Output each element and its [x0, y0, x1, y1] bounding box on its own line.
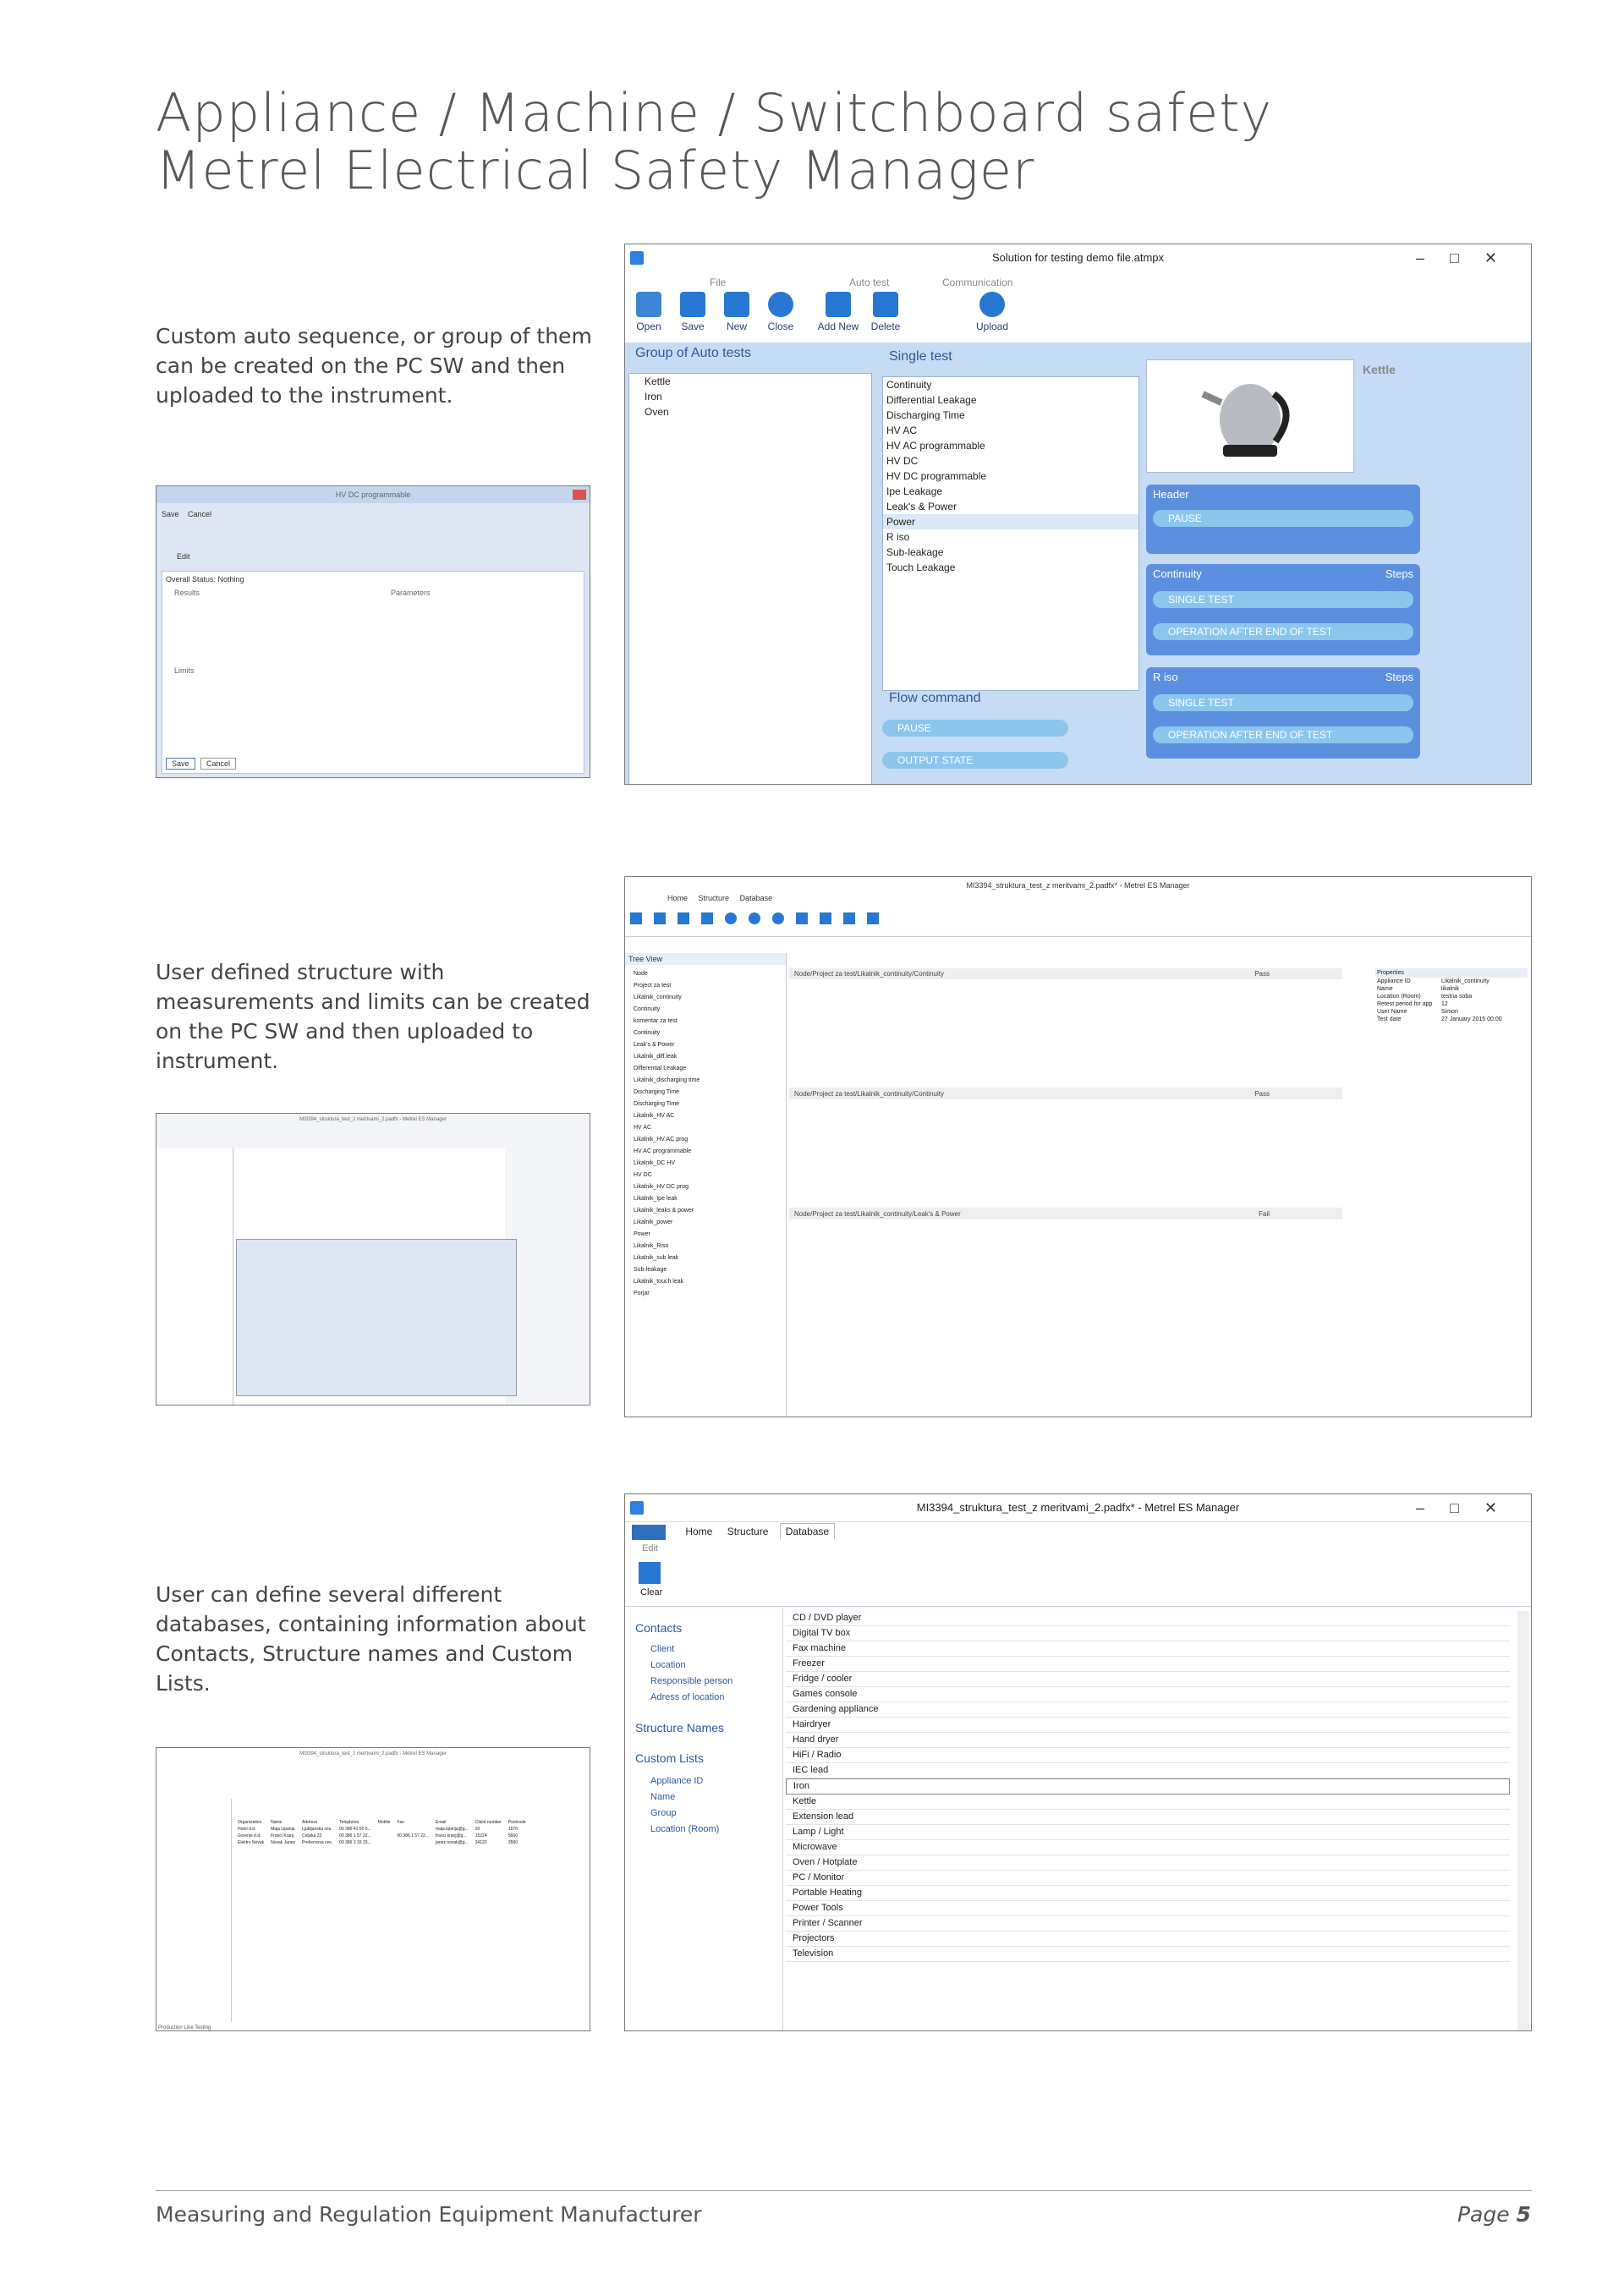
property-row[interactable]: Test date 27 January 2015 00:00: [1377, 1016, 1502, 1022]
list-item[interactable]: Television: [786, 1947, 1510, 1962]
nav-sub-item[interactable]: Adress of location: [650, 1692, 725, 1702]
flow-output-state[interactable]: OUTPUT STATE: [882, 752, 1068, 769]
database-nav: [625, 1608, 783, 2030]
card-operation-after[interactable]: OPERATION AFTER END OF TEST: [1153, 726, 1413, 743]
nav-custom-lists[interactable]: Custom Lists: [635, 1751, 704, 1765]
list-item[interactable]: Kettle: [786, 1795, 1510, 1810]
clear-button[interactable]: Clear: [640, 1587, 663, 1597]
tree-item[interactable]: Project za test: [634, 983, 672, 989]
get-data-icon[interactable]: [725, 912, 737, 924]
property-row[interactable]: Retest period for app 12: [1377, 1001, 1448, 1007]
footer-company: Measuring and Regulation Equipment Manufacturer: [156, 2202, 702, 2227]
save-button[interactable]: Save: [672, 292, 713, 332]
list-item[interactable]: Microwave: [786, 1840, 1510, 1855]
single-item[interactable]: Touch Leakage: [886, 562, 956, 573]
column-header[interactable]: Fax: [397, 1820, 404, 1825]
table-row[interactable]: Gorenje d.d. Franci Kranj Celjska 22 00 386 1 57 22... 00 386 1 57 22... franci.kranj@g... 15224 5600: [238, 1833, 518, 1838]
flow-pause[interactable]: PAUSE: [882, 720, 1068, 737]
tree-item[interactable]: Likalnik_power: [634, 1219, 673, 1225]
property-row[interactable]: Location (Room) testna soba: [1377, 994, 1473, 1000]
result-block-body: [789, 979, 1342, 1088]
tree-item[interactable]: Likalnik_Riso: [634, 1243, 669, 1249]
card-single-test[interactable]: SINGLE TEST: [1153, 694, 1413, 711]
new-icon[interactable]: [654, 912, 666, 924]
title-line-2: Metrel Electrical Safety Manager: [156, 140, 1035, 201]
tree-item[interactable]: Node: [634, 971, 648, 977]
page-number: Page 5: [1457, 2202, 1531, 2227]
delete-button[interactable]: Delete: [865, 292, 906, 332]
single-item[interactable]: HV DC: [886, 455, 919, 467]
status-text: Overall Status: Nothing: [166, 575, 244, 584]
result-block-header[interactable]: Node/Project za test/Likalnik_continuity/Continuity Pass: [789, 968, 1342, 979]
ribbon-group-file: File: [710, 277, 727, 288]
tree-item[interactable]: Likalnik_discharging time: [634, 1077, 700, 1083]
list-item[interactable]: PC / Monitor: [786, 1871, 1510, 1886]
tab-database[interactable]: Database: [780, 1523, 835, 1539]
send-data-icon[interactable]: [749, 912, 760, 924]
tab-home[interactable]: Home: [667, 894, 689, 902]
list-item[interactable]: Iron: [786, 1778, 1510, 1795]
tree-item[interactable]: Discharging Time: [634, 1101, 680, 1107]
tree-item[interactable]: Sub-leakage: [634, 1267, 667, 1273]
app-icon: [630, 251, 644, 265]
single-item[interactable]: Power: [883, 514, 1138, 529]
custom-list-items: [786, 1611, 1510, 2030]
edit-group-label: Edit: [642, 1543, 658, 1553]
tree-item[interactable]: Likalnik_continuity: [634, 995, 682, 1000]
window-controls[interactable]: –□✕: [1416, 1499, 1522, 1516]
tree-item[interactable]: komentar za test: [634, 1018, 678, 1024]
nav-sub-item[interactable]: Location (Room): [650, 1824, 720, 1834]
column-header[interactable]: Name: [271, 1820, 283, 1825]
ribbon-toolbar: [625, 906, 1531, 937]
add-new-button[interactable]: Add New: [813, 292, 864, 332]
nav-sub-item[interactable]: Group: [650, 1808, 677, 1818]
single-test-list: [882, 376, 1139, 691]
column-header[interactable]: Address: [302, 1820, 318, 1825]
screenshot-database-small: [156, 1747, 590, 2031]
single-item[interactable]: Sub-leakage: [886, 546, 944, 558]
list-item[interactable]: Hairdryer: [786, 1718, 1510, 1733]
nav-sub-item[interactable]: Name: [650, 1792, 676, 1802]
upload-button[interactable]: Upload: [972, 292, 1012, 332]
contacts-table: [234, 1819, 529, 1846]
tree-item[interactable]: Continuity: [634, 1006, 661, 1012]
column-header[interactable]: Postcode: [508, 1820, 526, 1825]
list-item[interactable]: IEC lead: [786, 1763, 1510, 1778]
group-item[interactable]: Oven: [645, 406, 669, 418]
single-item[interactable]: R iso: [886, 531, 910, 543]
single-item[interactable]: HV AC programmable: [886, 440, 985, 452]
ribbon: [625, 271, 1531, 343]
column-header[interactable]: Client number: [475, 1820, 502, 1825]
nav-contacts[interactable]: Contacts: [635, 1621, 683, 1635]
results-label: Results: [174, 589, 200, 597]
list-item[interactable]: Printer / Scanner: [786, 1916, 1510, 1932]
create-icon[interactable]: [796, 912, 808, 924]
tree-item[interactable]: Likalnik_sub leak: [634, 1255, 679, 1261]
window-title-bar: [625, 244, 1531, 272]
tree-item[interactable]: HV DC: [634, 1172, 652, 1178]
tree-item[interactable]: Leak's & Power: [634, 1042, 675, 1048]
list-item[interactable]: Lamp / Light: [786, 1825, 1510, 1840]
tree-item[interactable]: Likalnik_diff.leak: [634, 1054, 678, 1060]
list-item[interactable]: Digital TV box: [786, 1626, 1510, 1641]
card-pause[interactable]: PAUSE: [1153, 510, 1413, 527]
list-item[interactable]: Gardening appliance: [786, 1702, 1510, 1718]
save-button-bottom[interactable]: Save: [166, 758, 195, 770]
tree-item[interactable]: Porjar: [634, 1290, 650, 1296]
tree-item[interactable]: Power: [634, 1231, 650, 1237]
close-icon[interactable]: [573, 490, 586, 500]
image-label: Kettle: [1363, 363, 1396, 376]
section-2-text: User defined structure with measurements and limits can be created on the PC SW and then uploaded to instrument.: [156, 960, 590, 1073]
nav-structure-names[interactable]: Structure Names: [635, 1721, 725, 1734]
window-title: MI3394_struktura_test_z meritvami_2.padfx* - Metrel ES Manager: [916, 1501, 1240, 1514]
card-operation-after[interactable]: OPERATION AFTER END OF TEST: [1153, 623, 1413, 640]
nav-pane: [156, 1799, 232, 2022]
tree-item[interactable]: Likalnik_DC HV: [634, 1160, 676, 1166]
tree-item[interactable]: Likalnik_HV AC prog: [634, 1137, 689, 1143]
window-title: MI3394_struktura_test_z meritvami_2.padfx - Metrel ES Manager: [299, 1751, 447, 1756]
tree-title: Tree View: [625, 953, 786, 965]
print-results-icon[interactable]: [867, 912, 879, 924]
app-icon: [630, 1501, 644, 1515]
nav-sub-item[interactable]: Appliance ID: [650, 1776, 704, 1786]
tree-item[interactable]: Likalnik_HV DC prog: [634, 1184, 689, 1190]
appliance-image: [1146, 359, 1354, 473]
screenshot-auto-sequence: [624, 244, 1532, 785]
tree-pane: [156, 1148, 233, 1405]
tree-item[interactable]: Continuity: [634, 1030, 661, 1036]
result-block-header[interactable]: Node/Project za test/Likalnik_continuity/Leak's & Power Fail: [789, 1208, 1342, 1219]
tree-view: [625, 953, 787, 1417]
property-row[interactable]: User Name Simon: [1377, 1009, 1458, 1015]
single-item[interactable]: Ipe Leakage: [886, 485, 943, 497]
ribbon-group-communication: Communication: [942, 277, 1013, 288]
dialog-body: [162, 571, 584, 774]
cancel-button[interactable]: Cancel: [188, 510, 212, 518]
list-item[interactable]: Projectors: [786, 1932, 1510, 1947]
group-list: [628, 373, 872, 785]
open-icon[interactable]: [678, 912, 689, 924]
results-grid: [789, 968, 1342, 1417]
template-editor-icon[interactable]: [843, 912, 855, 924]
list-item[interactable]: Extension lead: [786, 1810, 1510, 1825]
table-row[interactable]: Elektro Novak Novak Janez Prešernova ces. 00 386 3 33 33... janez.novak@g... 34122 3590: [238, 1840, 518, 1845]
file-menu-button[interactable]: [632, 1525, 666, 1540]
properties-panel: [1375, 968, 1528, 1023]
tab-structure[interactable]: Structure: [698, 894, 730, 902]
section-3-text: User can define several different databases, containing information about Contacts, Structure names and Custom Lists.: [156, 1582, 586, 1696]
property-row[interactable]: Name likalnik: [1377, 986, 1460, 992]
list-item[interactable]: Fax machine: [786, 1641, 1510, 1657]
list-item[interactable]: Freezer: [786, 1657, 1510, 1672]
ribbon-group-autotest: Auto test: [849, 277, 890, 288]
new-button[interactable]: New: [716, 292, 757, 332]
result-block-body: [789, 1099, 1342, 1208]
nav-sub-item[interactable]: Client: [650, 1644, 675, 1654]
tree-item[interactable]: Likalnik_leaks & power: [634, 1208, 694, 1214]
single-item[interactable]: Leak's & Power: [886, 501, 957, 512]
list-item[interactable]: Games console: [786, 1687, 1510, 1702]
list-item[interactable]: Portable Heating: [786, 1886, 1510, 1901]
tab-home[interactable]: Home: [685, 1526, 713, 1538]
status-text: Production Line Testing: [158, 2025, 211, 2030]
window-title: MI3394_struktura_test_z meritvami_2.padfx - Metrel ES Manager: [299, 1117, 447, 1122]
trash-icon[interactable]: [639, 1562, 661, 1584]
save-button[interactable]: Save: [162, 510, 179, 518]
tree-item[interactable]: Discharging Time: [634, 1089, 680, 1095]
dialog-title: HV DC programmable: [156, 486, 590, 503]
card-single-test[interactable]: SINGLE TEST: [1153, 591, 1413, 608]
column-header[interactable]: Mobile: [377, 1820, 391, 1825]
card-riso: R iso Steps SINGLE TEST OPERATION AFTER END OF TEST: [1146, 667, 1420, 759]
column-header[interactable]: Email: [436, 1820, 447, 1825]
list-item[interactable]: Fridge / cooler: [786, 1672, 1510, 1687]
nav-sub-item[interactable]: Location: [650, 1660, 686, 1670]
limits-label: Limits: [174, 666, 195, 675]
screenshot-hv-dc-dialog: [156, 485, 590, 778]
tree-item[interactable]: Likalnik_HV AC: [634, 1113, 675, 1119]
tree-item[interactable]: Likalnik_touch leak: [634, 1279, 684, 1285]
screenshot-structure: [624, 876, 1532, 1417]
group-item[interactable]: Kettle: [645, 375, 671, 387]
workspace: [625, 342, 1531, 784]
ribbon-tabs: [632, 1525, 835, 1540]
footer-divider: [156, 2190, 1532, 2191]
list-item[interactable]: Oven / Hotplate: [786, 1855, 1510, 1871]
tree-item[interactable]: Likalnik_Ipe leak: [634, 1196, 678, 1202]
column-header[interactable]: Telephone: [339, 1820, 359, 1825]
single-item[interactable]: HV AC: [886, 425, 918, 436]
tab-structure[interactable]: Structure: [727, 1526, 769, 1538]
page-title: [156, 82, 1273, 201]
property-row[interactable]: Appliance ID Likalnik_continuity: [1377, 978, 1490, 984]
save-icon[interactable]: [701, 912, 713, 924]
list-item[interactable]: HiFi / Radio: [786, 1748, 1510, 1763]
scrollbar[interactable]: [1517, 1611, 1529, 2030]
card-header: Header PAUSE: [1146, 485, 1420, 554]
group-header: Group of Auto tests: [635, 346, 751, 360]
manage-icon[interactable]: [820, 912, 831, 924]
screenshot-database: [624, 1493, 1532, 2031]
table-row[interactable]: Hotel d.d. Maja Lipanja Ljubljanska ces. 00 386 41 50 6... maja.lipanja@g... 20 1670: [238, 1827, 518, 1832]
tree-item[interactable]: Differential Leakage: [634, 1066, 687, 1071]
single-item[interactable]: Discharging Time: [886, 409, 965, 421]
group-item[interactable]: Iron: [645, 391, 662, 403]
window-title: MI3394_struktura_test_z meritvami_2.padfx* - Metrel ES Manager: [966, 881, 1190, 890]
tab-database[interactable]: Database: [739, 894, 773, 902]
flow-header: Flow command: [889, 691, 981, 705]
single-header: Single test: [889, 349, 952, 364]
title-line-1: Appliance / Machine / Switchboard safety: [156, 82, 1273, 144]
single-item[interactable]: Differential Leakage: [886, 394, 977, 406]
section-1-text: Custom auto sequence, or group of them can be created on the PC SW and then uploaded to the instrument.: [156, 324, 592, 408]
nested-dialog: [236, 1239, 517, 1396]
properties-title: Properties: [1375, 968, 1528, 978]
home-icon[interactable]: [630, 912, 642, 924]
window-controls[interactable]: –□✕: [1416, 249, 1522, 266]
ribbon-tabs: [625, 894, 1531, 906]
info-icon[interactable]: [772, 912, 784, 924]
list-item[interactable]: CD / DVD player: [786, 1611, 1510, 1626]
screenshot-structure-small: [156, 1113, 590, 1406]
window-title-bar: [625, 1494, 1531, 1522]
list-item[interactable]: Hand dryer: [786, 1733, 1510, 1748]
list-item[interactable]: Power Tools: [786, 1901, 1510, 1916]
single-item[interactable]: Continuity: [886, 379, 932, 391]
open-button[interactable]: Open: [628, 292, 669, 332]
result-block-header[interactable]: Node/Project za test/Likalnik_continuity/Continuity Pass: [789, 1088, 1342, 1099]
single-item[interactable]: HV DC programmable: [886, 470, 987, 482]
tree-item[interactable]: HV AC programmable: [634, 1148, 692, 1154]
nav-sub-item[interactable]: Responsible person: [650, 1676, 733, 1686]
kettle-icon: [1147, 360, 1353, 472]
tree-item[interactable]: HV AC: [634, 1125, 652, 1131]
edit-label: Edit: [177, 552, 190, 561]
card-continuity: Continuity Steps SINGLE TEST OPERATION AFTER END OF TEST: [1146, 564, 1420, 655]
window-title: Solution for testing demo file.atmpx: [991, 251, 1165, 264]
column-header[interactable]: Organization: [238, 1820, 262, 1825]
close-button[interactable]: Close: [760, 292, 801, 332]
parameters-label: Parameters: [391, 589, 431, 597]
cancel-button-bottom[interactable]: Cancel: [200, 758, 236, 770]
